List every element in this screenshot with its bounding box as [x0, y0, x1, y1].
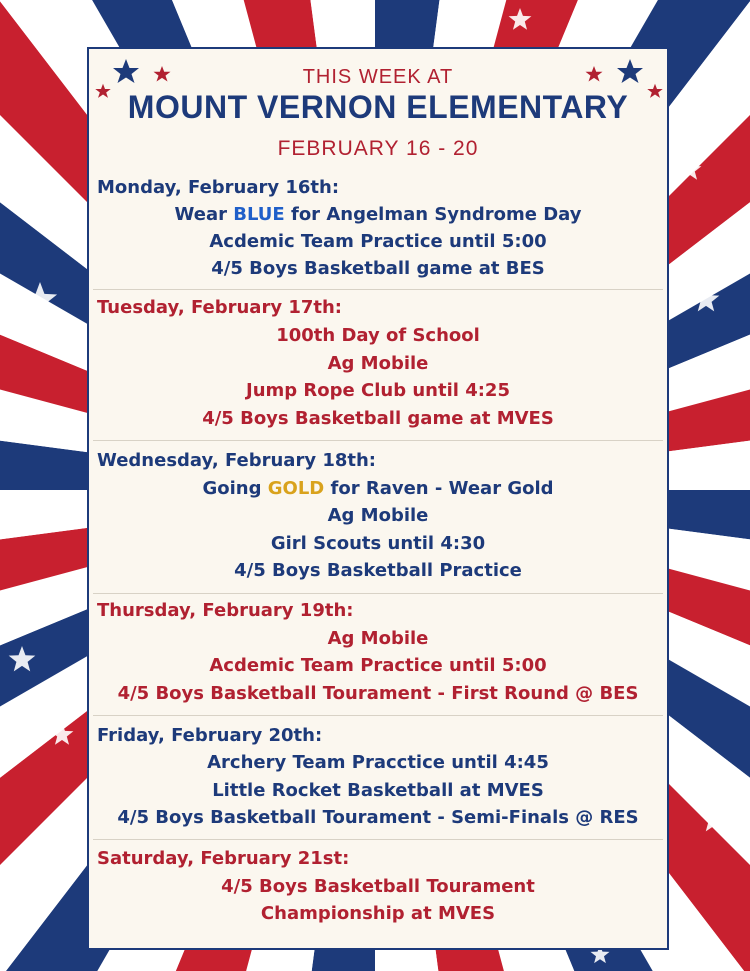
week-dates: FEBRUARY 16 - 20 — [277, 137, 479, 160]
star-icon — [613, 57, 647, 85]
day-title-tuesday: Tuesday, February 17th: — [97, 297, 342, 318]
day-title-thursday: Thursday, February 19th: — [97, 600, 354, 621]
star-icon — [151, 65, 173, 83]
event-line: 4/5 Boys Basketball game at MVES — [202, 408, 554, 429]
event-line: Championship at MVES — [260, 903, 496, 924]
event-line: Acdemic Team Practice until 5:00 — [209, 231, 547, 252]
event-line: Little Rocket Basketball at MVES — [212, 780, 544, 801]
event-line: Ag Mobile — [327, 353, 429, 374]
event-line: Ag Mobile — [327, 628, 429, 649]
event-line: 4/5 Boys Basketball Tourament - Semi-Finals @ RES — [117, 807, 639, 828]
day-title-monday: Monday, February 16th: — [97, 177, 340, 198]
event-line: Girl Scouts until 4:30 — [270, 533, 486, 554]
star-icon — [93, 82, 113, 100]
event-line: 4/5 Boys Basketball Tourament — [221, 876, 535, 897]
star-icon — [645, 82, 665, 100]
school-name: MOUNT VERNON ELEMENTARY — [127, 89, 629, 125]
event-line: Jump Rope Club until 4:25 — [246, 380, 510, 401]
event-line: 4/5 Boys Basketball Practice — [234, 560, 522, 581]
event-line: Wear BLUE for Angelman Syndrome Day — [174, 204, 582, 225]
divider — [93, 593, 663, 594]
star-icon — [109, 57, 143, 85]
event-line: 4/5 Boys Basketball Tourament - First Round @ BES — [117, 683, 639, 704]
header-line: THIS WEEK AT — [302, 66, 454, 88]
event-line: 4/5 Boys Basketball game at BES — [211, 258, 545, 279]
event-line: Going GOLD for Raven - Wear Gold — [202, 478, 554, 499]
event-line: 100th Day of School — [276, 325, 480, 346]
divider — [93, 289, 663, 290]
day-title-saturday: Saturday, February 21st: — [97, 848, 350, 869]
event-line: Acdemic Team Practice until 5:00 — [209, 655, 547, 676]
star-icon — [583, 65, 605, 83]
event-line: Ag Mobile — [327, 505, 429, 526]
divider — [93, 715, 663, 716]
divider — [93, 440, 663, 441]
divider — [93, 839, 663, 840]
highlight-word: BLUE — [233, 204, 285, 225]
highlight-word: GOLD — [267, 478, 325, 499]
day-title-friday: Friday, February 20th: — [97, 725, 323, 746]
day-title-wednesday: Wednesday, February 18th: — [97, 450, 376, 471]
event-line: Archery Team Pracctice until 4:45 — [207, 752, 549, 773]
schedule-panel — [87, 47, 669, 950]
